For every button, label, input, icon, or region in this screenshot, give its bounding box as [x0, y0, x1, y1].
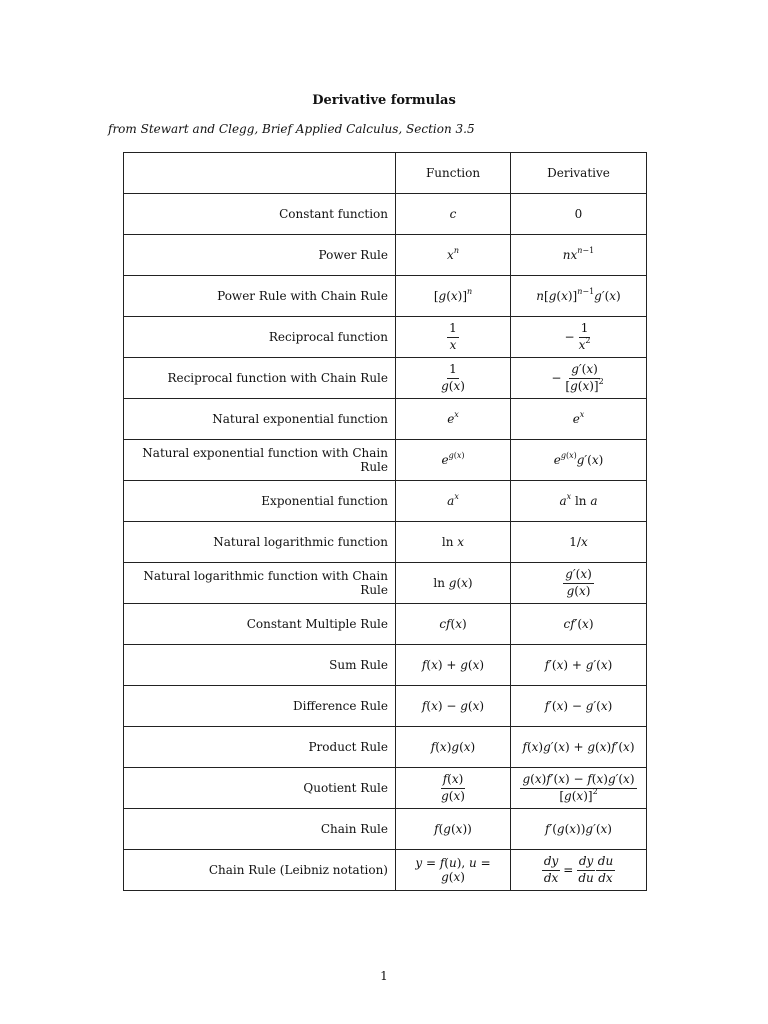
function-expression: $\frac{f(x)}{g(x)}$: [396, 768, 511, 809]
table-row: [124, 768, 647, 809]
derivative-expression: f′(x) + g′(x): [511, 645, 647, 686]
table-row: [124, 276, 647, 317]
rule-name: Natural logarithmic function: [124, 522, 396, 563]
derivative-expression: $e^x$: [511, 399, 647, 440]
rule-name: Natural logarithmic function with Chain Rule: [124, 563, 396, 604]
derivative-expression: f′(g(x))g′(x): [511, 809, 647, 850]
table-row: [124, 727, 647, 768]
table-row: [124, 809, 647, 850]
rule-name: Quotient Rule: [124, 768, 396, 809]
derivative-formulas-table: [123, 152, 647, 891]
function-expression: ln g(x): [396, 563, 511, 604]
derivative-expression: f′(x) − g′(x): [511, 686, 647, 727]
function-expression: f(x)g(x): [396, 727, 511, 768]
table-row: [124, 399, 647, 440]
derivative-expression: f(x)g′(x) + g(x)f′(x): [511, 727, 647, 768]
rule-name: Natural exponential function: [124, 399, 396, 440]
table-row: [124, 645, 647, 686]
function-expression: $\frac{1}{g(x)}$: [396, 358, 511, 399]
table-row: [124, 440, 647, 481]
function-expression: ln x: [396, 522, 511, 563]
rule-name: Power Rule with Chain Rule: [124, 276, 396, 317]
function-expression: $a^x$: [396, 481, 511, 522]
table-row: [124, 604, 647, 645]
derivative-expression: $\frac{dy}{dx}$ = $\frac{dy}{du}$ $\frac{du}{dx}$: [511, 850, 647, 891]
derivative-expression: $e^{g(x)}g'(x)$: [511, 440, 647, 481]
derivative-expression: − $\frac{g'(x)}{[g(x)]^2}$: [511, 358, 647, 399]
function-expression: c: [396, 194, 511, 235]
document-subtitle: from Stewart and Clegg, Brief Applied Calculus, Section 3.5: [108, 122, 475, 136]
header-function: Function: [396, 153, 511, 194]
rule-name: Chain Rule: [124, 809, 396, 850]
table-row: [124, 522, 647, 563]
table-row: [124, 235, 647, 276]
rule-name: Exponential function: [124, 481, 396, 522]
function-expression: $\frac{1}{x}$: [396, 317, 511, 358]
function-expression: $e^x$: [396, 399, 511, 440]
function-expression: f(g(x)): [396, 809, 511, 850]
function-expression: $e^{g(x)}$: [396, 440, 511, 481]
rule-name: Chain Rule (Leibniz notation): [124, 850, 396, 891]
function-expression: f(x) + g(x): [396, 645, 511, 686]
rule-name: Sum Rule: [124, 645, 396, 686]
table-row: [124, 686, 647, 727]
rule-name: Power Rule: [124, 235, 396, 276]
rule-name: Constant function: [124, 194, 396, 235]
derivative-expression: $n[g(x)]^{n-1}g'(x)$: [511, 276, 647, 317]
table-row: [124, 850, 647, 891]
table-row: [124, 194, 647, 235]
rule-name: Product Rule: [124, 727, 396, 768]
function-expression: cf(x): [396, 604, 511, 645]
table-row: [124, 563, 647, 604]
derivative-expression: $nx^{n-1}$: [511, 235, 647, 276]
header-row: [124, 153, 647, 194]
derivative-expression: 1/x: [511, 522, 647, 563]
header-derivative: Derivative: [511, 153, 647, 194]
table-row: [124, 481, 647, 522]
function-expression: y = f(u), u = g(x): [396, 850, 511, 891]
derivative-expression: cf′(x): [511, 604, 647, 645]
derivative-expression: $a^x$ ln a: [511, 481, 647, 522]
derivative-expression: $\frac{g(x)f'(x) - f(x)g'(x)}{[g(x)]^2}$: [511, 768, 647, 809]
rule-name: Constant Multiple Rule: [124, 604, 396, 645]
rule-name: Difference Rule: [124, 686, 396, 727]
function-expression: $[g(x)]^n$: [396, 276, 511, 317]
rule-name: Natural exponential function with Chain Rule: [124, 440, 396, 481]
derivative-expression: − $\frac{1}{x^2}$: [511, 317, 647, 358]
table-row: [124, 358, 647, 399]
function-expression: $x^n$: [396, 235, 511, 276]
rule-name: Reciprocal function: [124, 317, 396, 358]
document-title: Derivative formulas: [312, 93, 456, 108]
derivative-expression: $\frac{g'(x)}{g(x)}$: [511, 563, 647, 604]
rule-name: Reciprocal function with Chain Rule: [124, 358, 396, 399]
page-number: 1: [380, 969, 388, 983]
table-row: [124, 317, 647, 358]
function-expression: f(x) − g(x): [396, 686, 511, 727]
derivative-expression: 0: [511, 194, 647, 235]
header-name-cell: [124, 153, 396, 194]
